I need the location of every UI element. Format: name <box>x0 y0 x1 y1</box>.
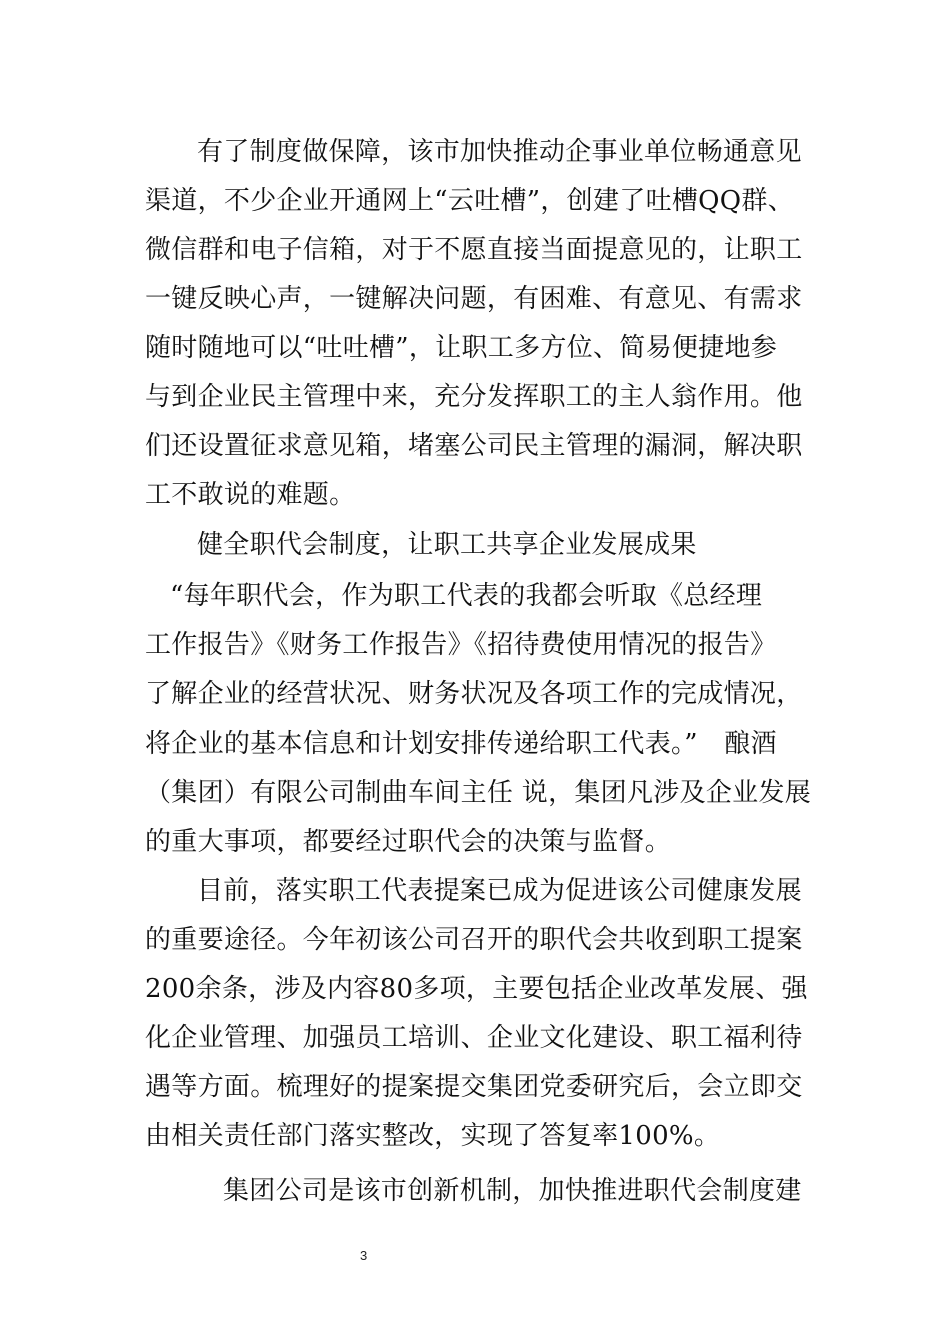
text-line: 200余条，涉及内容80多项，主要包括企业改革发展、强 <box>145 974 808 1004</box>
text-line: 微信群和电子信箱，对于不愿直接当面提意见的，让职工 <box>145 235 803 265</box>
text-line: “每年职代会，作为职工代表的我都会听取《总经理 <box>170 581 763 611</box>
text-line: 有了制度做保障，该市加快推动企事业单位畅通意见 <box>197 137 802 167</box>
text-line: 遇等方面。梳理好的提案提交集团党委研究后，会立即交 <box>145 1072 803 1102</box>
text-line: 将企业的基本信息和计划安排传递给职工代表。” 酿酒 <box>145 729 777 759</box>
text-line: 的重要途径。今年初该公司召开的职代会共收到职工提案 <box>145 925 803 955</box>
text-line: 的重大事项，都要经过职代会的决策与监督。 <box>145 827 672 857</box>
text-line: 随时随地可以“吐吐槽”，让职工多方位、简易便捷地参 <box>145 333 778 363</box>
text-line: 渠道，不少企业开通网上“云吐槽”，创建了吐槽QQ群、 <box>145 186 795 216</box>
text-line: 工作报告》《财务工作报告》《招待费使用情况的报告》 <box>145 630 777 660</box>
text-line: 工不敢说的难题。 <box>145 480 356 510</box>
text-line: 由相关责任部门落实整改，实现了答复率100%。 <box>145 1121 721 1151</box>
text-line: 与到企业民主管理中来，充分发挥职工的主人翁作用。他 <box>145 382 803 412</box>
text-line: 化企业管理、加强员工培训、企业文化建设、职工福利待 <box>145 1023 803 1053</box>
text-line: 了解企业的经营状况、财务状况及各项工作的完成情况， <box>145 679 803 709</box>
text-line: （集团）有限公司制曲车间主任 说，集团凡涉及企业发展 <box>145 778 812 808</box>
text-line: 目前，落实职工代表提案已成为促进该公司健康发展 <box>197 876 802 906</box>
page-number: 3 <box>360 1248 368 1263</box>
section-heading: 健全职代会制度，让职工共享企业发展成果 <box>197 530 697 560</box>
text-line: 们还设置征求意见箱，堵塞公司民主管理的漏洞，解决职 <box>145 431 803 461</box>
text-line: 一键反映心声，一键解决问题，有困难、有意见、有需求 <box>145 284 803 314</box>
text-line: 集团公司是该市创新机制，加快推进职代会制度建 <box>223 1176 802 1206</box>
